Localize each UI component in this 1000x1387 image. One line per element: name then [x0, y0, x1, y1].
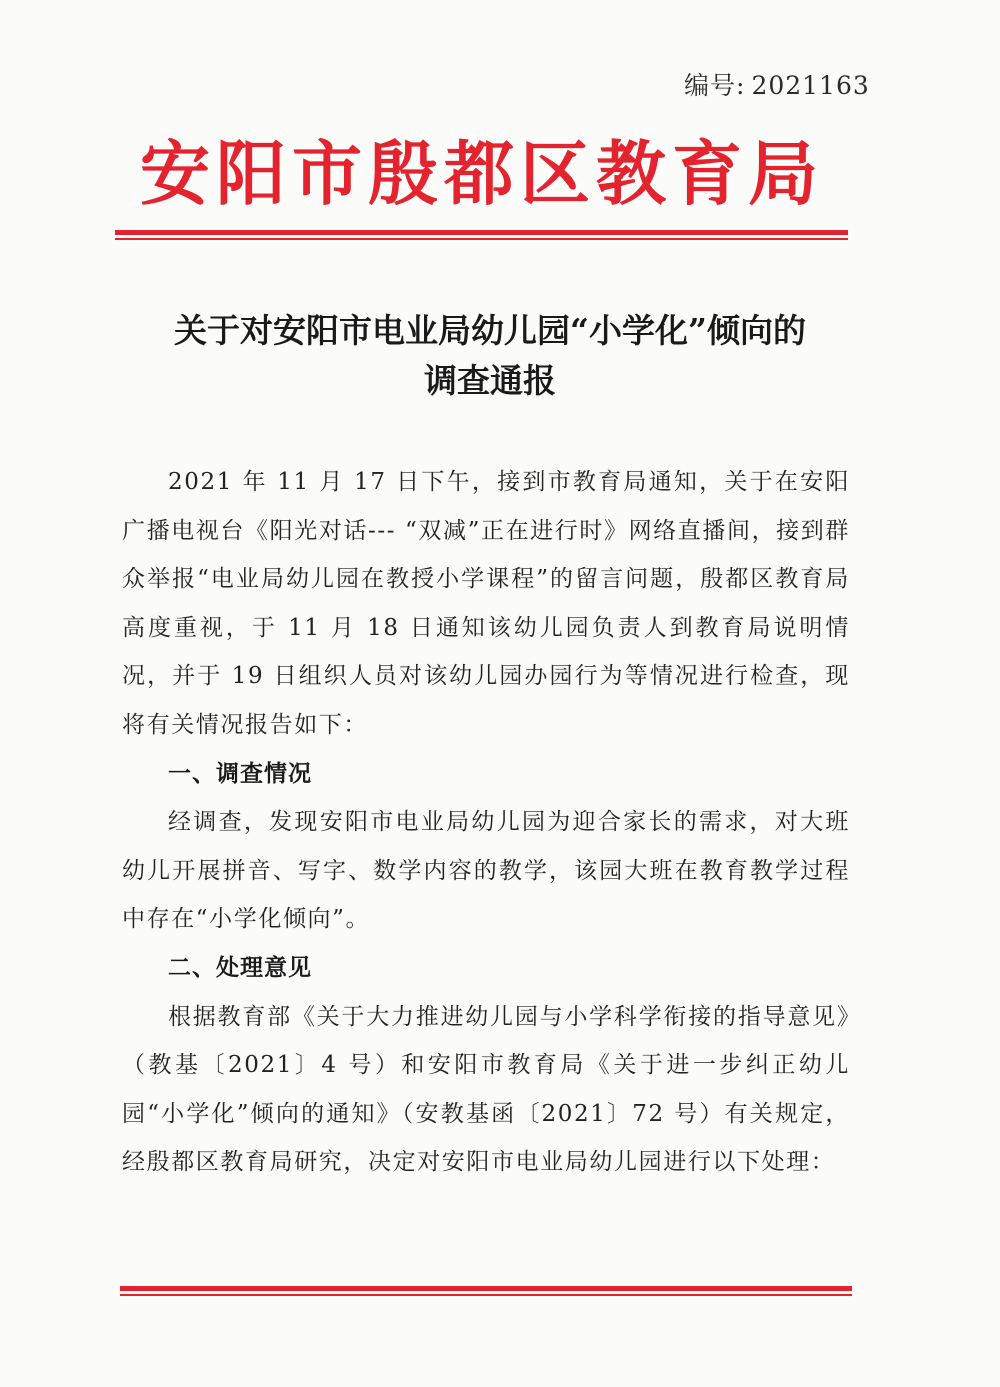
section-1-paragraph: 经调查，发现安阳市电业局幼儿园为迎合家长的需求，对大班幼儿开展拼音、写字、数学内容的教学，该园大班在教育教学过程中存在“小学化倾向”。	[122, 809, 850, 933]
intro-paragraph: 2021 年 11 月 17 日下午，接到市教育局通知，关于在安阳广播电视台《阳光对话--- “双减”正在进行时》网络直播间，接到群众举报“电业局幼儿园在教授小学课程”的留言问题，殷都区教育局高度重视，于 11 月 18 日通知该幼儿园负责人到教育局说明情况，并于 19 日组织人员对该幼儿园办园行为等情况进行检查，现将有关情况报告如下：	[122, 469, 850, 738]
section-2-heading: 二、处理意见	[168, 954, 312, 981]
footer-rule-thick-line	[120, 1286, 852, 1291]
section-2-paragraph: 根据教育部《关于大力推进幼儿园与小学科学衔接的指导意见》（教基〔2021〕4 号）和安阳市教育局《关于进一步纠正幼儿园“小学化”倾向的通知》（安教基函〔2021〕72 号）有关规定，经殷都区教育局研究，决定对安阳市电业局幼儿园进行以下处理：	[122, 1003, 850, 1176]
red-rule-thick-line	[115, 230, 848, 235]
red-rule-thin-line	[115, 238, 848, 240]
footer-red-rule	[120, 1286, 852, 1296]
document-number	[684, 66, 870, 102]
section-1-heading: 一、调查情况	[168, 760, 312, 787]
document-body	[122, 458, 850, 1187]
masthead-red-rule	[115, 230, 848, 240]
title-line-2: 调查通报	[424, 361, 556, 400]
document-title	[110, 306, 870, 406]
masthead-agency-name: 安阳市殷都区教育局	[140, 132, 824, 215]
document-number-value: 2021163	[751, 71, 870, 100]
document-number-label: 编号:	[684, 71, 746, 100]
footer-rule-thin-line	[120, 1294, 852, 1296]
title-line-1: 关于对安阳市电业局幼儿园“小学化”倾向的	[174, 311, 806, 350]
